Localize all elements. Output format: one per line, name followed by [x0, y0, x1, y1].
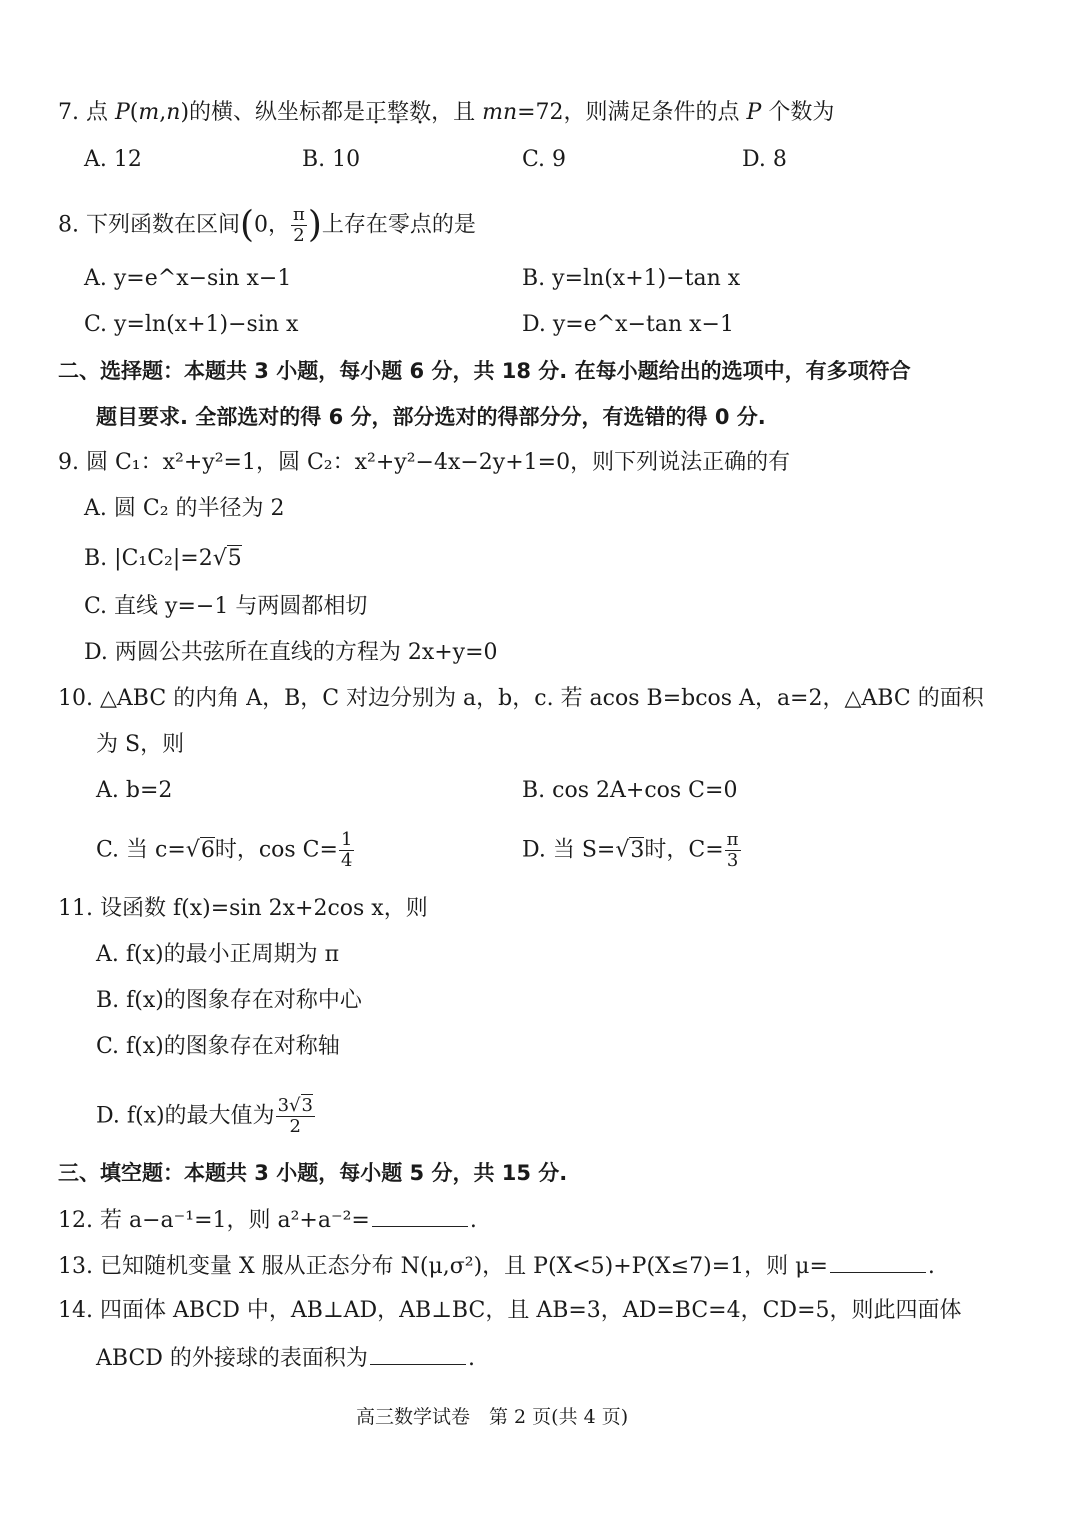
question-8-option-a: A. y=e^x−sin x−1 — [84, 266, 292, 291]
question-9-option-c: C. 直线 y=−1 与两圆都相切 — [84, 594, 368, 619]
question-8-option-d: D. y=e^x−tan x−1 — [522, 312, 734, 337]
fraction: $\frac{\pi}{2}$ — [293, 204, 305, 246]
fraction: $\frac{1}{4}$ — [340, 829, 353, 871]
question-7-option-d: D. 8 — [742, 147, 787, 172]
question-14-stem-cont: ABCD 的外接球的表面积为 . — [96, 1342, 475, 1374]
question-8-option-b: B. y=ln(x+1)−tan x — [522, 266, 741, 291]
emphasis-char: 正 — [365, 100, 388, 125]
question-14-stem: 14. 四面体 ABCD 中，AB⊥AD，AB⊥BC，且 AB=3，AD=BC=4，CD=5，则此四面体 — [58, 1298, 962, 1323]
question-11-stem: 11. 设函数 f(x)=sin 2x+2cos x，则 — [58, 896, 428, 921]
question-9-option-a: A. 圆 C₂ 的半径为 2 — [84, 496, 285, 521]
question-9-stem: 9. 圆 C₁：x²+y²=1，圆 C₂：x²+y²−4x−2y+1=0，则下列说法正确的有 — [58, 450, 791, 475]
fraction: $\frac{\pi}{3}$ — [726, 829, 739, 871]
section-3-heading: 三、填空题：本题共 3 小题，每小题 5 分，共 15 分. — [58, 1161, 568, 1185]
question-10-option-b: B. cos 2A+cos C=0 — [522, 778, 738, 803]
question-10-stem: 10. △ABC 的内角 A，B，C 对边分别为 a，b，c. 若 acos B=bcos A，a=2，△ABC 的面积 — [58, 686, 984, 711]
question-11-option-c: C. f(x)的图象存在对称轴 — [96, 1034, 340, 1059]
question-10-option-a: A. b=2 — [96, 778, 173, 803]
question-7-option-c: C. 9 — [522, 147, 567, 172]
fraction: $\frac{3√3}{2}$ — [277, 1095, 313, 1137]
question-8-option-c: C. y=ln(x+1)−sin x — [84, 312, 299, 337]
question-9-option-d: D. 两圆公共弦所在直线的方程为 2x+y=0 — [84, 640, 498, 665]
section-2-heading: 二、选择题：本题共 3 小题，每小题 6 分，共 18 分. 在每小题给出的选项中，有多项符合 — [58, 359, 911, 383]
answer-blank — [372, 1204, 468, 1227]
question-8-stem: 8. 下列函数在区间(0， $\frac{\pi}{2}$ )上存在零点的是 — [58, 204, 476, 246]
answer-blank — [830, 1250, 926, 1273]
question-11-option-a: A. f(x)的最小正周期为 π — [96, 942, 340, 967]
question-9-option-b: B. |C₁C₂|=2√5 — [84, 546, 242, 571]
question-7-stem: 7. 点 P(m,n)的横、纵坐标都是正整数，且 mn=72，则满足条件的点 P 个数为 — [58, 100, 835, 125]
emphasis-char: 整 — [387, 100, 410, 125]
question-11-option-b: B. f(x)的图象存在对称中心 — [96, 988, 362, 1013]
question-13-stem: 13. 已知随机变量 X 服从正态分布 N(μ,σ²)，且 P(X<5)+P(X≤7)=1，则 μ= . — [58, 1250, 935, 1282]
question-7-option-b: B. 10 — [302, 147, 361, 172]
question-10-stem-cont: 为 S，则 — [96, 732, 185, 757]
section-2-heading-cont: 题目要求. 全部选对的得 6 分，部分选对的得部分分，有选错的得 0 分. — [96, 405, 766, 429]
question-7-option-a: A. 12 — [84, 147, 142, 172]
question-11-option-d: D. f(x)的最大值为 $\frac{3√3}{2}$ — [96, 1095, 313, 1137]
emphasis-char: 数 — [409, 100, 432, 125]
question-10-option-c: C. 当 c=√6时，cos C= $\frac{1}{4}$ — [96, 829, 353, 871]
question-12-stem: 12. 若 a−a⁻¹=1，则 a²+a⁻²= . — [58, 1204, 477, 1236]
answer-blank — [370, 1342, 466, 1365]
question-10-option-d: D. 当 S=√3时，C= $\frac{\pi}{3}$ — [522, 829, 739, 871]
page-footer: 高三数学试卷 第 2 页(共 4 页) — [356, 1406, 629, 1428]
